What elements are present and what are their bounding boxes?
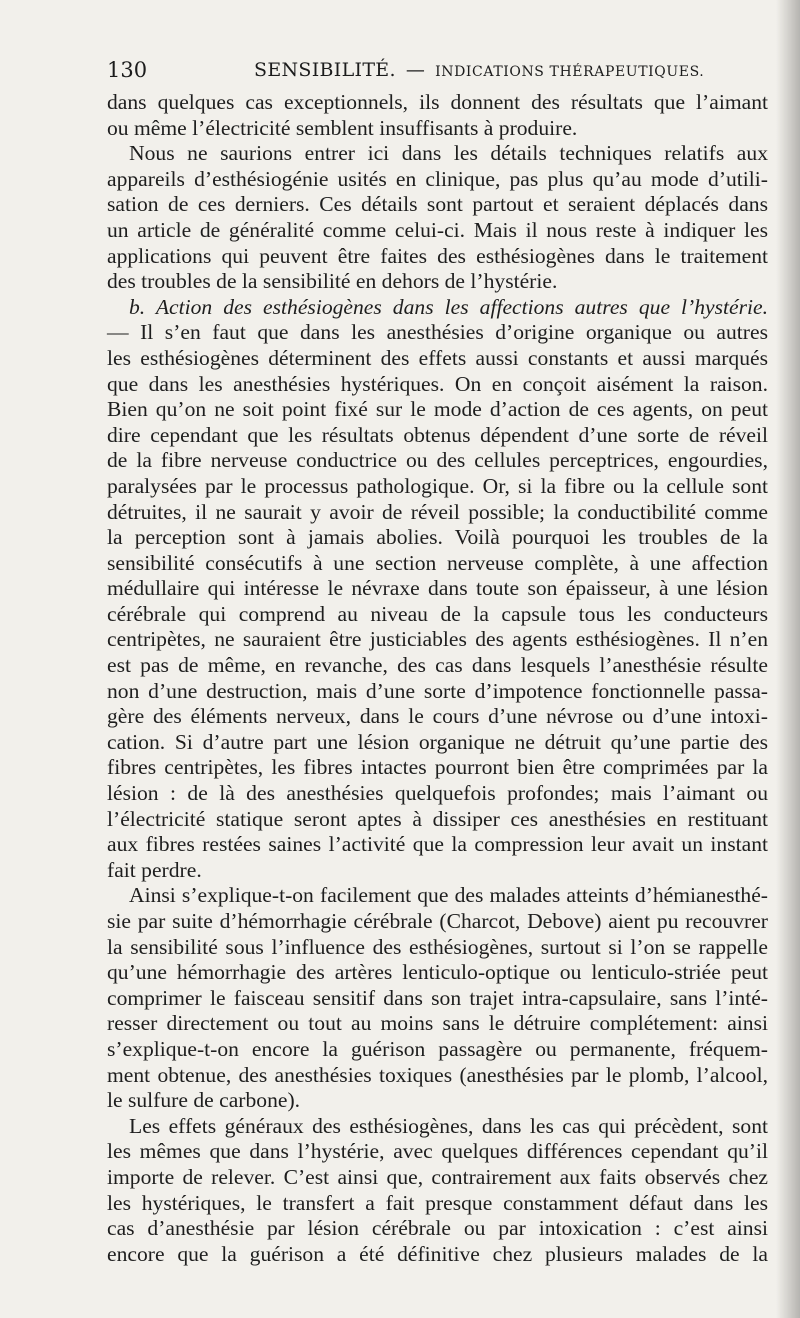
text-line: encore que la guérison a été définitive chez plusieurs malades de la xyxy=(107,1241,768,1266)
text-line: sie par suite d’hémorrhagie cérébrale (Charcot, Debove) aient pu recouvrer xyxy=(107,909,768,933)
text-line: aux fibres restées saines l’activité que la compression leur avait un instant xyxy=(107,832,768,857)
running-title xyxy=(254,59,704,81)
text-line: comprimer le faisceau sensitif dans son trajet intra-capsulaire, sans l’inté- xyxy=(107,985,768,1010)
chapter-title: SENSIBILITÉ. xyxy=(254,59,396,81)
text-line: cérébrale qui comprend au niveau de la capsule tous les conducteurs xyxy=(107,601,768,626)
text-line: Ainsi s’explique-t-on facilement que des malades atteints d’hémianesthé- xyxy=(129,883,768,908)
text-line: cas d’anesthésie par lésion cérébrale ou par intoxication : c’est ainsi xyxy=(107,1216,768,1241)
text-line: fait perdre. xyxy=(107,857,202,882)
text-line: sensibilité consécutifs à une section nerveuse complète, à une affection xyxy=(107,550,768,575)
text-line: — Il s’en faut que dans les anesthésies d’origine organique ou autres xyxy=(107,320,768,345)
text-line: les hystériques, le transfert a fait presque constamment défaut dans les xyxy=(107,1190,768,1215)
text-line: les mêmes que dans l’hystérie, avec quelques différences cependant qu’il xyxy=(107,1139,768,1164)
text-line: dire cependant que les résultats obtenus dépendent d’une sorte de réveil xyxy=(107,422,768,447)
text-line: qu’une hémorrhagie des artères lenticulo-optique ou lenticulo-striée peut xyxy=(107,960,768,985)
text-line: gère des éléments nerveux, dans le cours d’une névrose ou d’une intoxi- xyxy=(107,704,768,729)
text-line: est pas de même, en revanche, des cas dans lesquels l’anesthésie résulte xyxy=(107,653,768,678)
text-line: Les effets généraux des esthésiogènes, dans les cas qui précèdent, sont xyxy=(129,1113,768,1138)
text-line: des troubles de la sensibilité en dehors de l’hystérie. xyxy=(107,269,558,294)
body-text xyxy=(107,90,768,1267)
text-line: sation de ces derniers. Ces détails sont partout et seraient déplacés dans xyxy=(107,192,768,217)
text-line: centripètes, ne sauraient être justiciables des agents esthésiogènes. Il n’en xyxy=(107,627,768,652)
text-line: applications qui peuvent être faites des esthésiogènes dans le traitement xyxy=(107,243,768,268)
section-heading-b: b. Action des esthésiogènes dans les affections autres que l’hystérie. xyxy=(129,294,768,319)
page-number: 130 xyxy=(107,58,148,82)
text-line: que dans les anesthésies hystériques. On en conçoit aisément la raison. xyxy=(107,371,768,396)
text-line: Nous ne saurions entrer ici dans les détails techniques relatifs aux xyxy=(129,141,768,166)
page-edge-shadow xyxy=(776,0,800,1318)
text-line: lésion : de là des anesthésies quelquefois profondes; mais l’aimant ou xyxy=(107,781,768,806)
text-line: ment obtenue, des anesthésies toxiques (anesthésies par le plomb, l’alcool, xyxy=(107,1062,768,1087)
text-line: importe de relever. C’est ainsi que, contrairement aux faits observés chez xyxy=(107,1164,768,1189)
text-line: détruites, il ne saurait y avoir de réveil possible; la conductibilité comme xyxy=(107,499,768,524)
text-line: appareils d’esthésiogénie usités en clinique, pas plus qu’au mode d’utili- xyxy=(107,166,768,191)
text-line: la perception sont à jamais abolies. Voilà pourquoi les troubles de la xyxy=(107,525,768,550)
text-line: cation. Si d’autre part une lésion organique ne détruit qu’une partie des xyxy=(107,729,768,754)
text-line: paralysées par le processus pathologique. Or, si la fibre ou la cellule sont xyxy=(107,473,768,498)
text-line: un article de généralité comme celui-ci. Mais il nous reste à indiquer les xyxy=(107,217,768,242)
text-line: dans quelques cas exceptionnels, ils donnent des résultats que l’aimant xyxy=(107,90,768,114)
text-line: médullaire qui intéresse le névraxe dans toute son épaisseur, à une lésion xyxy=(107,576,768,601)
title-separator: — xyxy=(405,59,426,81)
text-line: le sulfure de carbone). xyxy=(107,1088,301,1113)
text-line: non d’une destruction, mais d’une sorte d’impotence fonctionnelle passa- xyxy=(107,678,768,703)
text-line: la sensibilité sous l’influence des esthésiogènes, surtout si l’on se rappelle xyxy=(107,934,768,959)
text-line: les esthésiogènes déterminent des effets aussi constants et aussi marqués xyxy=(107,345,768,370)
text-line: fibres centripètes, les fibres intactes pourront bien être comprimées par la xyxy=(107,755,768,780)
text-line: Bien qu’on ne soit point fixé sur le mode d’action de ces agents, on peut xyxy=(107,397,768,422)
text-line: de la fibre nerveuse conductrice ou des cellules perceptrices, engourdies, xyxy=(107,448,768,473)
text-line: s’explique-t-on encore la guérison passagère ou permanente, fréquem- xyxy=(107,1036,768,1061)
text-line: ou même l’électricité semblent insuffisants à produire. xyxy=(107,115,578,140)
running-header xyxy=(107,58,767,90)
section-subtitle: INDICATIONS THÉRAPEUTIQUES. xyxy=(435,64,705,80)
text-line: l’électricité statique seront aptes à dissiper ces anesthésies en restituant xyxy=(107,806,768,831)
text-line: resser directement ou tout au moins sans le détruire complétement: ainsi xyxy=(107,1011,768,1036)
